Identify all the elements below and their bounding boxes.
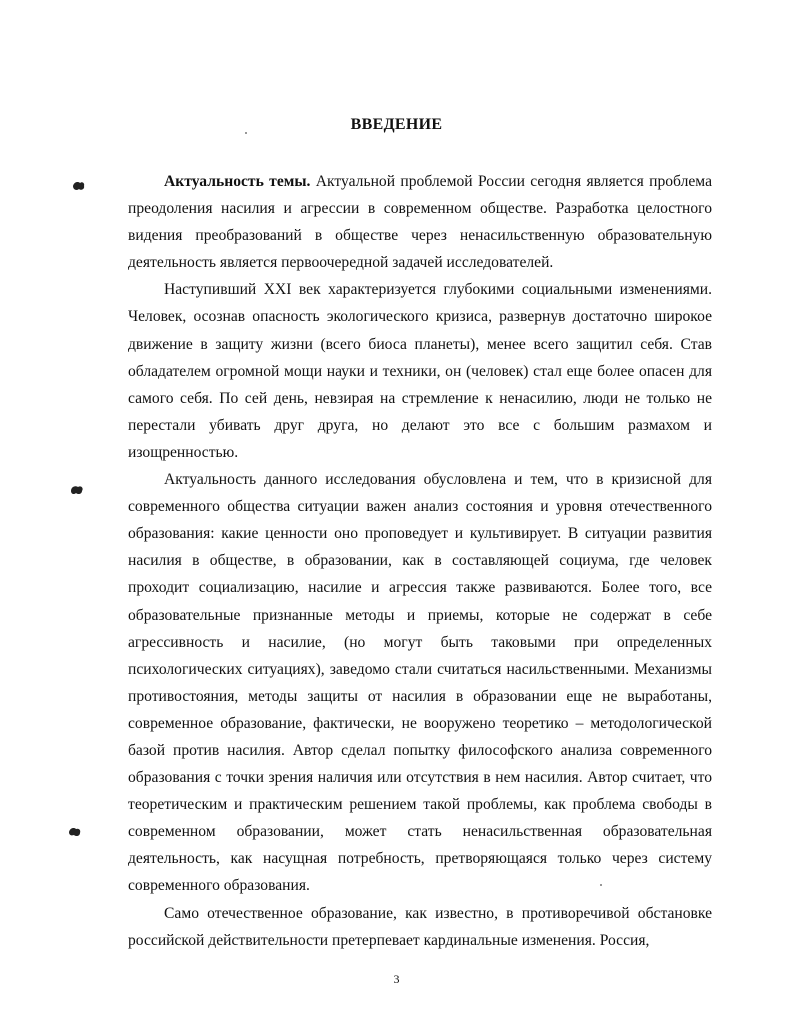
paragraph-3: Актуальность данного исследования обусловлена и тем, что в кризисной для современного общества ситуации важен анализ состояния и уровня отечественного образования: какие ценности оно проповедует и культивирует. В ситуации развития насилия в обществе, в образовании, как в составляющей социума, где человек проходит социализацию, насилие и агрессия также развиваются. Более того, все образовательные признанные методы и приемы, которые не содержат в себе агрессивность и насилие, (но могут быть таковыми при определенных психологических ситуациях), заведомо стали считаться насильственными. Механизмы противостояния, методы защиты от насилия в образовании еще не выработаны, современное образование, фактически, не вооружено теоретико – методологической базой против насилия. Автор сделал попытку философского анализа современного образования с точки зрения наличия или отсутствия в нем насилия. Автор считает, что теоретическим и практическим решением такой проблемы, как проблема свободы в современном образовании, может стать ненасильственная образовательная деятельность, как насущная потребность, претворяющаяся только через систему современного образования. bbox=[128, 471, 712, 895]
scan-speck bbox=[600, 884, 602, 886]
margin-mark-icon bbox=[70, 484, 84, 496]
scan-speck bbox=[245, 132, 247, 134]
page-title: ВВЕДЕНИЕ bbox=[350, 116, 443, 133]
body-text bbox=[128, 168, 712, 954]
paragraph-4: Само отечественное образование, как известно, в противоречивой обстановке российской действительности претерпевает кардинальные изменения. Россия, bbox=[128, 904, 712, 949]
paragraph-1-text: Актуальной проблемой России сегодня является проблема преодоления насилия и агрессии в современном обществе. Разработка целостного видения преобразований в обществе через ненасильственную образовательную деятельность является первоочередной задачей исследователей. bbox=[128, 173, 712, 272]
margin-mark-icon bbox=[68, 826, 82, 838]
page-number: 3 bbox=[393, 972, 400, 986]
paragraph-2: Наступивший XXI век характеризуется глубокими социальными изменениями. Человек, осознав опасность экологического кризиса, развернув достаточно широкое движение в защиту жизни (всего биоса планеты), менее всего защитил себя. Став обладателем огромной мощи науки и техники, он (человек) стал еще более опасен для самого себя. По сей день, невзирая на стремление к ненасилию, люди не только не перестали убивать друг друга, но делают это все с большим размахом и изощренностью. bbox=[128, 281, 712, 461]
paragraph-1-lead: Актуальность темы. bbox=[164, 173, 311, 190]
margin-mark-icon bbox=[72, 180, 86, 192]
paragraph-1 bbox=[128, 168, 712, 276]
